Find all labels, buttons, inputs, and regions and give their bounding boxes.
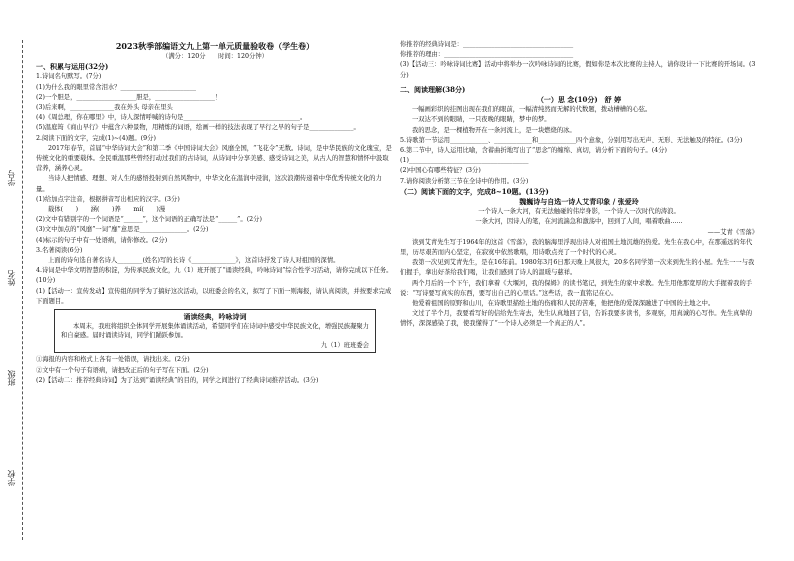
side-info <box>6 160 26 530</box>
section-heading: （二）阅读下面的文字，完成8~10题。(13分) <box>400 186 549 196</box>
poster-title: 诵读经典，吟咏诗词 <box>183 312 247 322</box>
question-text: 2.阅读下面的文字，完成(1)~(4)题。(9分) <box>36 134 156 142</box>
poster-body: 本周末，我班将组织全体同学开展集体诵读活动，希望同学们在诗词中感受中华民族文化，增强民族凝聚力和自豪感。届时诵读诗词，同学们踊跃参加。 <box>61 322 369 340</box>
side-num-label: 学号 <box>7 170 16 186</box>
quote-text: 一个诗人一条大河，有无法触碰的伟岸身影，一个诗人一次时代的涛浪。 <box>478 208 680 216</box>
question-text: (2)文中有错别字的一个词语是“______”，这个词语的正确写法是“______”。(2分) <box>36 216 262 224</box>
question-text: (5)温庭筠《商山早行》中蕴含六种景物，用精炼的词语，绘画一样的技法表现了早行之早的句子是______________。 <box>36 124 360 132</box>
question-text: (2)一个胆是，___________________胆是，___________________！ <box>36 93 222 101</box>
quote-text: 一条大河，因诗人的笔，在河流湍急和激荡中，回到了人间，唱着歌曲...... <box>475 218 683 226</box>
section-heading: 二、阅读理解(38分) <box>400 84 466 94</box>
poster-box <box>54 309 376 353</box>
exam-title: 2023秋季部编语文九上第一单元质量验收卷（学生卷） <box>115 41 315 51</box>
question-text: 4.诗词是中华文明智慧的积淀，为传承民族文化，九（1）班开展了“诵读经典，吟咏诗词”综合性学习活动，请你完成以下任务。(10分) <box>36 267 393 285</box>
poem-text: 一双达不到的眼睛，一只夜晚的眼睛，梦中的梦。 <box>412 116 551 124</box>
question-text: 你推荐的经典诗词是：___________________________________ <box>400 41 574 48</box>
passage-text: 2017年春节，首届“中华诗词大会”和第二季《中国诗词大会》风靡全国，“飞花令”无数。诗词，是中华民族的文化瑰宝，是传统文化的重要载体。全民重温那些曾经打动过我们的古诗词，从诗词中分享美感、感受诗词之美，从古人的智慧和情怀中汲取营养，涵养心灵。 <box>36 144 392 173</box>
question-text: 1.诗词名句默写。(7分) <box>36 73 102 81</box>
article-text: 两个月后的一个下午，我们拿着《大堰河，我的保姆》的读书笔记，到先生的家中求教。先生用他那宽厚的大手握着我的手说：“写诗要写真实的东西，要写出自己的心里话。”这些话，我一直铭记在心。 <box>400 279 753 297</box>
quote-source: ——艾青《雪落》 <box>707 228 758 236</box>
poem-text: 我的思念，是一棵植物开在一条河流上，是一块燃烧的冰。 <box>412 126 576 134</box>
question-text: (2)中国心有哪些特征？(3分) <box>400 167 481 175</box>
question-text: 5.诗歌第一节运用____________、____________和____________四个意象，分别用写出无声、无形、无法触及的特征。(3分) <box>400 136 743 144</box>
question-text: (2)【活动二：推荐经典诗词】为了达到“诵读经典”的目的，同学之间进行了经典诗词推荐活动。(3分) <box>36 376 319 384</box>
left-column <box>36 40 394 386</box>
question-text: 载体( ) 涵( )养 mí( )漫 <box>48 206 166 214</box>
question-text: 上面的诗句选自著名诗人________(姓名)写的长诗《______________》，这首诗抒发了诗人对祖国的深情。 <box>48 257 340 265</box>
question-text: 你推荐的理由：_________________________________________ <box>400 51 574 59</box>
question-text: (4)标示的句子中有一处语病，请你修改。(2分) <box>36 236 168 244</box>
article-text: 读到艾青先生写于1964年的这首《雪落》，我的脑海里浮现出诗人对祖国土地沉雄的热爱。先生在我心中，在那遥远的年代里，历尽艰苦而内心坚定，在寂寞中依然歌唱，用诗歌点亮了一个时代的心灵。 <box>400 238 753 257</box>
article-text: 我第一次见到艾青先生，是在16年前。1980年3月6日那天晚上风很大，20多名同学第一次来到先生的小屋。先生一一与我们握手，拿出好茶给我们喝，让我们感到了诗人的温暖与慈祥。 <box>400 259 755 277</box>
question-text: 6.第二节中，诗人运用比喻，含蓄曲折地写出了“思念”的缠绵、真切，请分析下面的句子。(4分) <box>400 147 667 155</box>
question-text: (1)为什么我的眼里常含泪水？________________________ <box>36 83 197 91</box>
side-school-label: 学校 <box>7 470 16 486</box>
question-text: (4)《周总理，你在哪里》中，诗人深情呼喊的诗句是_____________________________________。 <box>36 114 307 122</box>
article-title: 魏巍诗与自选一诗人艾青印象 / 张爱玲 <box>519 197 639 207</box>
side-class-label: 班级 <box>7 370 16 386</box>
exam-info: （满分：120分 时间：120分钟） <box>162 53 268 60</box>
poem-title: （一）思 念(10分) 舒 婷 <box>536 95 622 105</box>
question-text: ①海报的内容和格式上各有一处错误，请找出来。(2分) <box>36 356 190 364</box>
poem-text: 一幅画彩织的挂图出现在我们的眼前，一幅清纯然而无解的代数题，拨动槽槽的心弦。 <box>412 106 652 114</box>
passage-text: 当诗人把情感、理想、对人生的感悟投射到自然风物中，中华文化在温润中浸润，这次浪潮传递着中华优秀传统文化的力量。 <box>36 175 382 193</box>
section-heading: 一、积累与运用(32分) <box>36 62 109 72</box>
question-text: (3)【活动三：吟咏诗词比赛】活动中将举办一次吟咏诗词的比赛，假如你是本次比赛的主持人，请你设计一下比赛的开场词。(3分) <box>400 61 756 79</box>
question-text: (3)后来啊，______________我在外头 母亲在里头 <box>36 104 173 112</box>
question-text: (1)______________________________________ <box>400 157 529 165</box>
question-text: (1)给加点字注音，根据拼音写出相应的汉字。(3分) <box>36 195 180 203</box>
question-text: ②文中有一个句子有语病，请把改正后的句子写在下面。(2分) <box>36 366 209 374</box>
question-text: 7.请你阅读分析第三节在全诗中的作用。(3分) <box>400 177 529 185</box>
question-text: (3)文中加点的“风靡”一词“靡”意思是_______________。(2分) <box>36 226 209 234</box>
article-text: 文过了半个月，我要看写好的信给先生寄去，先生认真地回了信，告诉我要多读书，多观察，用真诚的心写作。先生真挚的情怀，深深感染了我，使我懂得了“一个诗人必须是一个真正的人”。 <box>400 310 753 328</box>
right-column <box>400 40 758 330</box>
poster-signature: 九（1）班班委会 <box>320 341 369 349</box>
side-name-label: 姓名 <box>7 270 16 286</box>
question-text: (1)【活动一：宣传发动】宣传组的同学为了搞好这次活动，以班委会的名义，拟写了下面一则海报，请认真阅读，并按要求完成下面题目。 <box>36 287 392 305</box>
question-text: 3.名著阅读(6分) <box>36 246 83 254</box>
article-text: 他爱着祖国的原野和山川，在诗歌里描绘土地的伤痛和人民的苦难，他把他的爱深深融进了中国的土地之中。 <box>412 300 715 308</box>
